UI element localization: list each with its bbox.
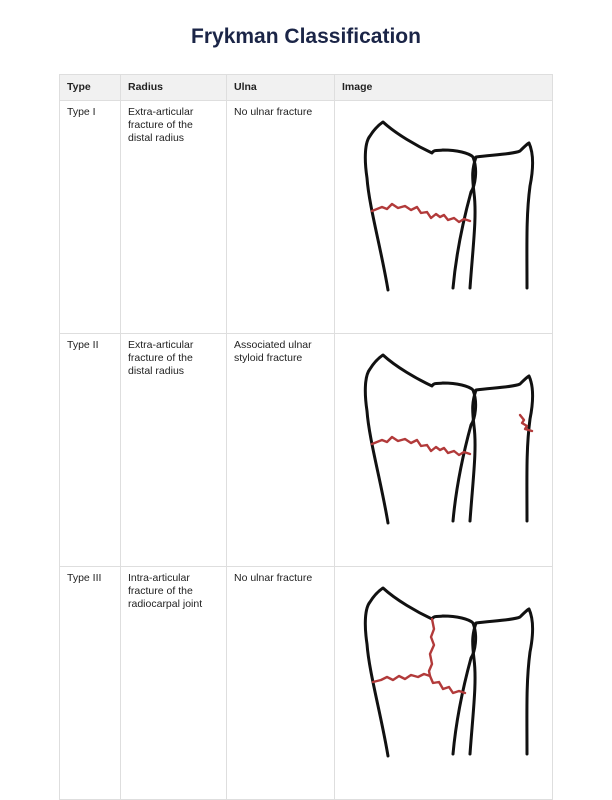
radius-cell: Extra-articular fracture of the distal radius (121, 101, 227, 334)
ulna-bone-outline (470, 143, 533, 288)
radius-fracture-line (372, 204, 470, 222)
ulna-bone-outline (470, 609, 533, 754)
radius-fracture-line (372, 437, 470, 455)
column-header-type: Type (60, 75, 121, 101)
column-header-ulna: Ulna (227, 75, 335, 101)
table-row (60, 567, 553, 800)
radius-bone-outline (365, 588, 475, 756)
type-3-fracture-illustration (342, 572, 560, 794)
radius-cell: Extra-articular fracture of the distal radius (121, 334, 227, 567)
column-header-image: Image (335, 75, 553, 101)
classification-table (59, 74, 553, 800)
type-2-fracture-illustration (342, 339, 560, 561)
type-cell: Type I (60, 101, 121, 334)
radius-fracture-line (373, 674, 465, 693)
image-cell (335, 334, 553, 567)
ulna-bone-outline (470, 376, 533, 521)
intra-articular-fracture-line (429, 619, 434, 676)
table-row (60, 334, 553, 567)
radius-cell: Intra-articular fracture of the radiocarpal joint (121, 567, 227, 800)
image-cell (335, 567, 553, 800)
ulna-cell: Associated ulnar styloid fracture (227, 334, 335, 567)
table-header-row (60, 75, 553, 101)
ulna-cell: No ulnar fracture (227, 567, 335, 800)
type-cell: Type III (60, 567, 121, 800)
column-header-radius: Radius (121, 75, 227, 101)
image-cell (335, 101, 553, 334)
table-row (60, 101, 553, 334)
page-title: Frykman Classification (191, 25, 421, 48)
type-cell: Type II (60, 334, 121, 567)
type-1-fracture-illustration (342, 106, 560, 328)
ulna-cell: No ulnar fracture (227, 101, 335, 334)
